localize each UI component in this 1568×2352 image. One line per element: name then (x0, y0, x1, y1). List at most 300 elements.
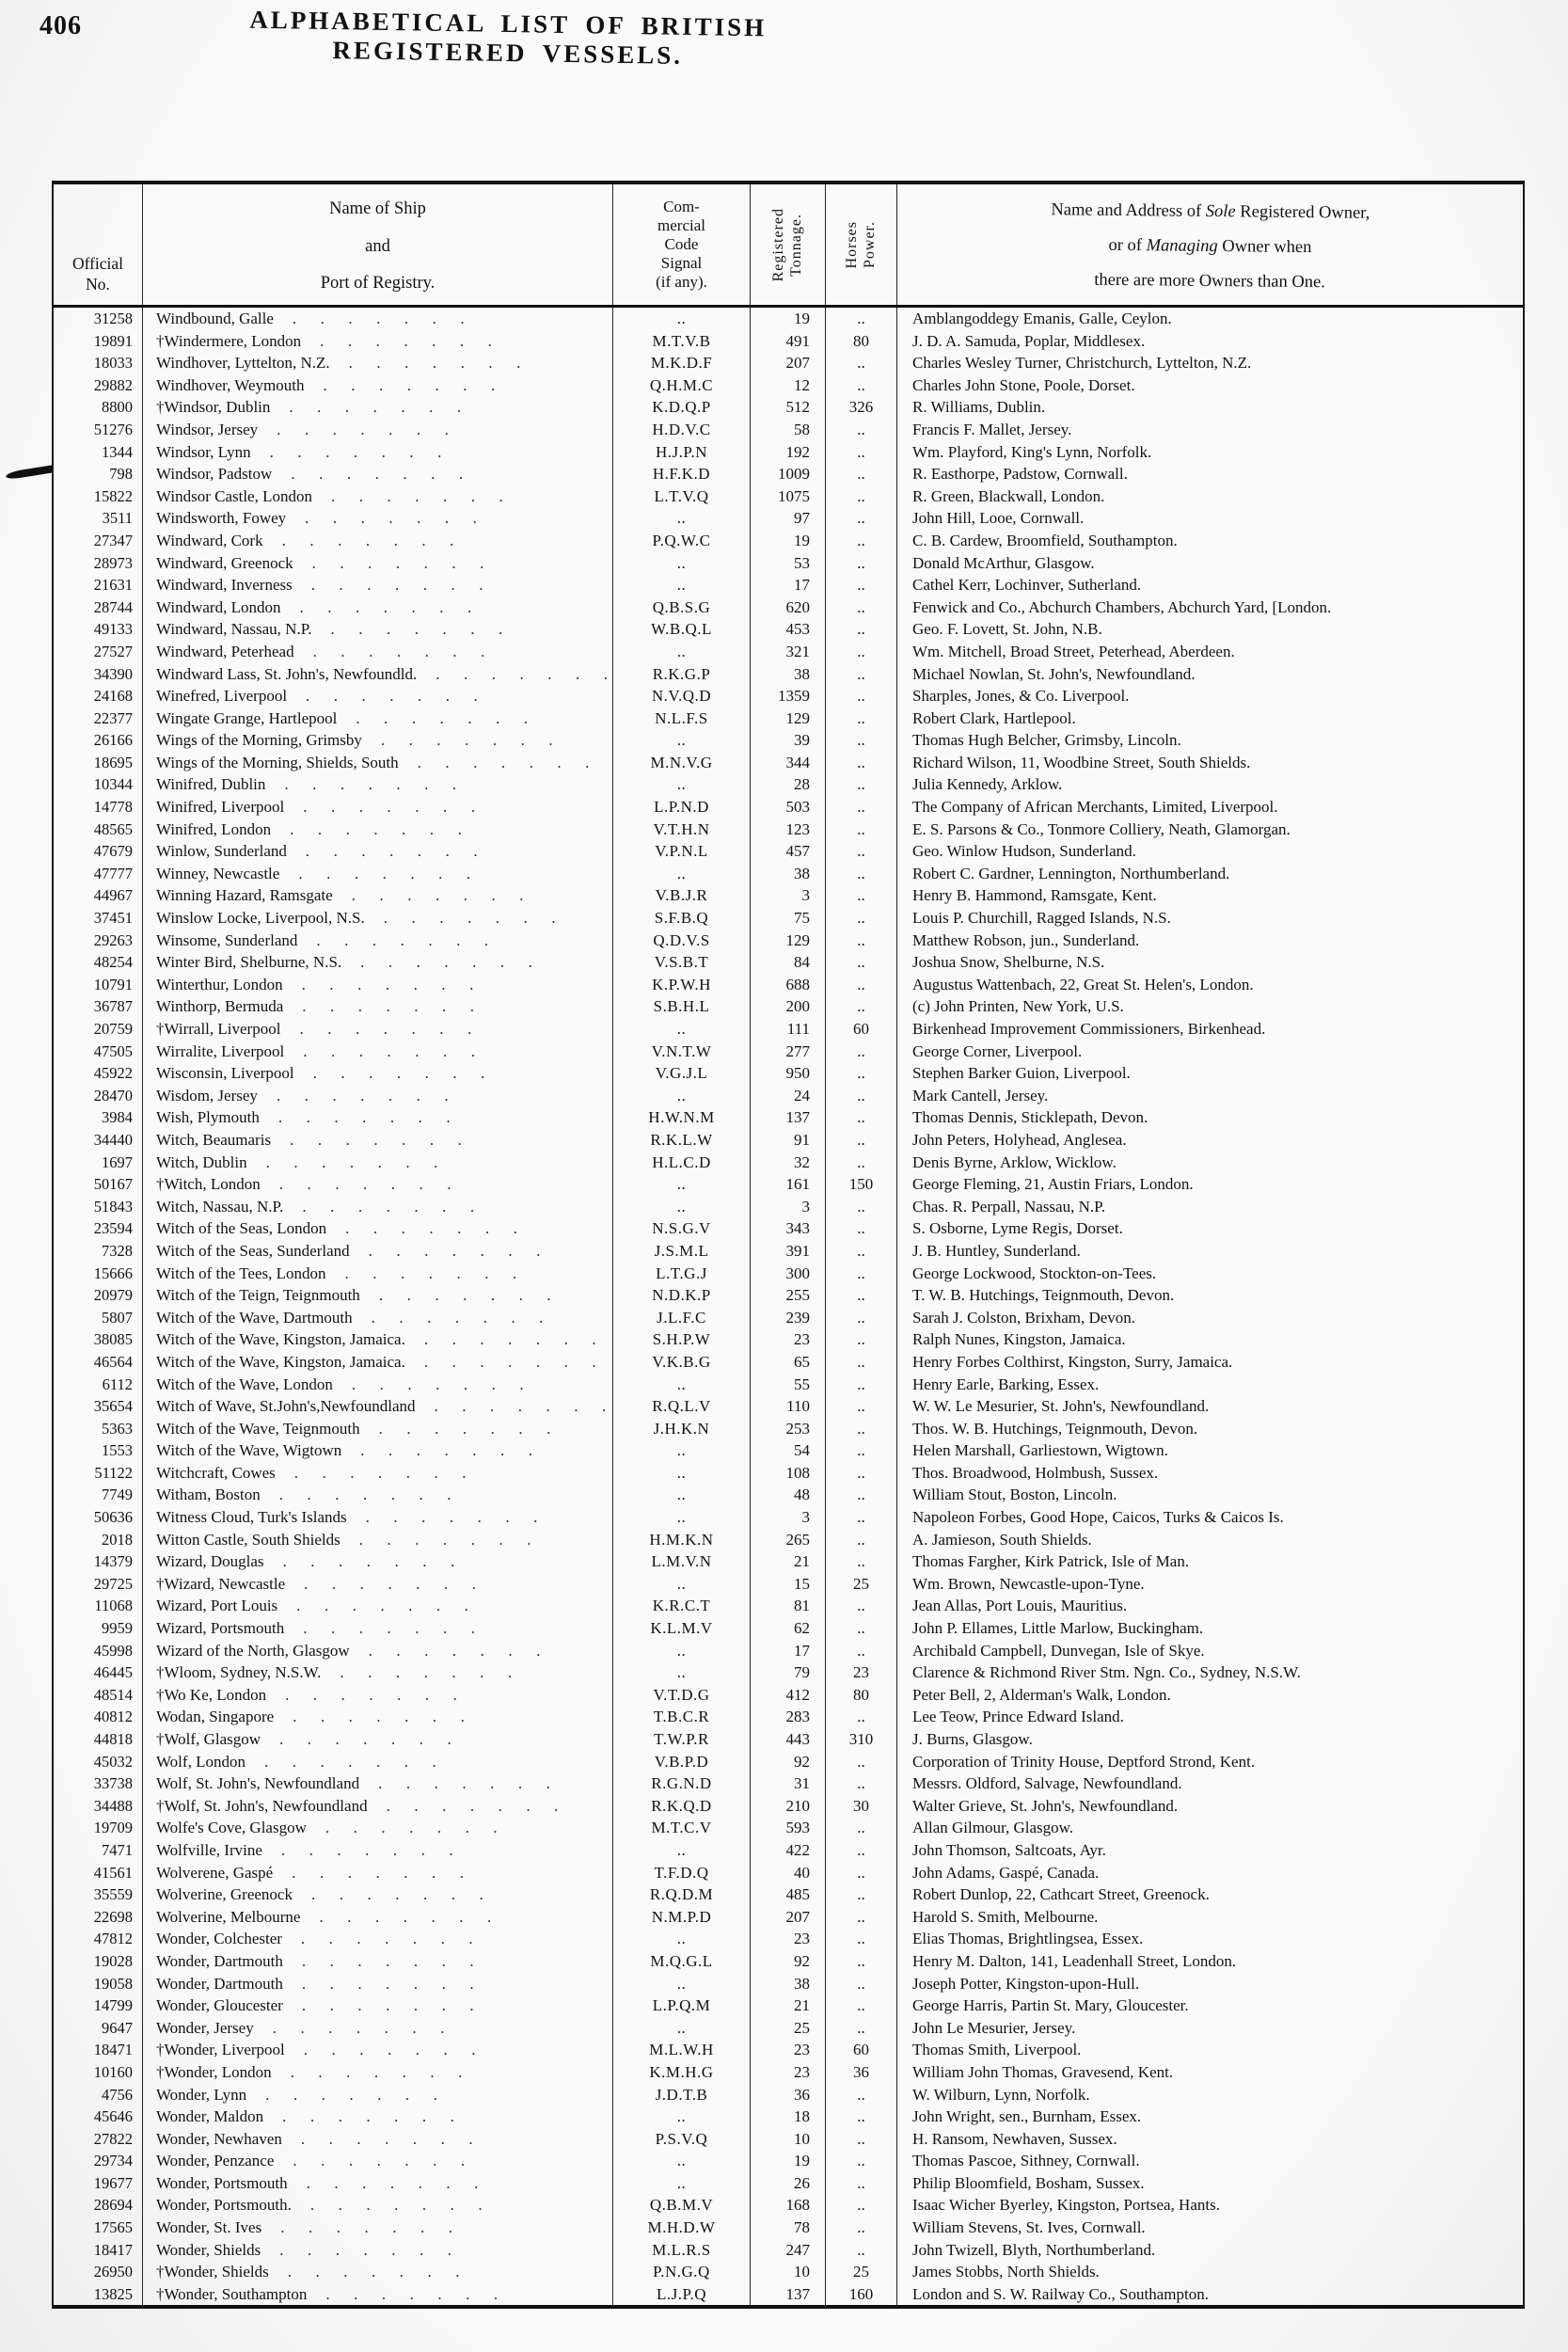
horse-power-cell: .. (826, 1395, 897, 1418)
dot-leader (260, 1106, 609, 1129)
dot-leader (405, 1328, 609, 1351)
ship-name-cell (143, 1018, 613, 1041)
table-row (54, 2150, 1523, 2172)
owner-cell: George Corner, Liverpool. (912, 1041, 1083, 1060)
ship-name-cell (143, 1284, 613, 1307)
tonnage-label-word1: Registered (770, 207, 786, 282)
table-row (54, 1062, 1523, 1085)
owner-cell: Robert Clark, Hartlepool. (912, 708, 1076, 727)
ship-name-cell (143, 574, 613, 596)
ship-name-text: Witch, Nassau, N.P. (156, 1197, 284, 1216)
ship-name-text: Wisconsin, Liverpool (156, 1064, 294, 1083)
horse-power-cell: .. (826, 1418, 897, 1440)
official-no-cell: 27527 (54, 641, 143, 663)
ship-name-text: Windsworth, Fowey (156, 509, 287, 528)
tonnage-cell: 23 (751, 1928, 826, 1950)
ship-name-cell (143, 1395, 613, 1418)
code-label-line4: Signal (660, 254, 703, 273)
official-no-cell: 50636 (54, 1506, 143, 1529)
ship-name-text: Witch of the Wave, Teignmouth (156, 1419, 360, 1438)
ship-name-text: Wingate Grange, Hartlepool (156, 708, 338, 727)
tonnage-cell: 75 (751, 907, 826, 930)
owner-label-line1-b: Registered Owner, (1235, 201, 1370, 223)
tonnage-cell: 391 (751, 1240, 826, 1263)
ship-name-text: Wonder, Portsmouth. (156, 2196, 292, 2215)
table-row (54, 1862, 1523, 1884)
dot-leader (269, 2261, 609, 2283)
dot-leader (283, 974, 609, 996)
dot-leader (247, 1152, 609, 1174)
ship-name-text: Windsor, Jersey (156, 420, 259, 438)
code-signal-cell: L.P.N.D (613, 796, 751, 818)
ship-name-cell (143, 441, 613, 464)
horse-power-cell: .. (826, 419, 897, 441)
ship-name-cell (143, 796, 613, 818)
owner-cell: Matthew Robson, jun., Sunderland. (912, 930, 1140, 949)
official-no-cell: 7471 (54, 1839, 143, 1862)
horse-power-cell: .. (826, 1529, 897, 1551)
tonnage-cell: 344 (751, 752, 826, 774)
table-row (54, 1240, 1523, 1263)
owner-cell: Thos. W. B. Hutchings, Teignmouth, Devon. (912, 1419, 1198, 1438)
owner-cell: Henry M. Dalton, 141, Leadenhall Street, London. (912, 1951, 1237, 1970)
ship-name-cell (143, 552, 613, 575)
dot-leader (285, 2039, 609, 2061)
owner-cell: Henry B. Hammond, Ramsgate, Kent. (912, 886, 1157, 905)
owner-cell: Fenwick and Co., Abchurch Chambers, Abchurch Yard, [London. (912, 597, 1332, 616)
tonnage-cell: 300 (751, 1263, 826, 1285)
table-row (54, 441, 1523, 464)
dot-leader (261, 1728, 609, 1751)
ship-name-cell (143, 1374, 613, 1396)
tonnage-cell: 265 (751, 1529, 826, 1551)
horse-power-cell: .. (826, 1085, 897, 1107)
dot-leader (288, 2172, 609, 2195)
tonnage-cell: 247 (751, 2239, 826, 2262)
ship-name-cell (143, 1795, 613, 1818)
code-signal-cell: K.P.W.H (613, 974, 751, 996)
code-signal-cell: M.T.C.V (613, 1817, 751, 1839)
owner-cell: Charles Wesley Turner, Christchurch, Lyttelton, N.Z. (912, 354, 1252, 373)
ship-name-cell (143, 1772, 613, 1795)
dot-leader (272, 463, 609, 485)
ship-name-cell (143, 1506, 613, 1529)
horse-power-cell: .. (826, 1439, 897, 1462)
official-no-cell: 3984 (54, 1106, 143, 1129)
ship-name-text: Windsor, Padstow (156, 465, 273, 484)
code-signal-cell: L.J.P.Q (613, 2283, 751, 2306)
tonnage-cell: 31 (751, 1772, 826, 1795)
horse-power-cell: .. (826, 2239, 897, 2262)
ship-name-text: †Wolf, Glasgow (156, 1730, 261, 1748)
official-no-cell: 26950 (54, 2261, 143, 2283)
owner-cell: Allan Gilmour, Glasgow. (912, 1819, 1074, 1837)
dot-leader (312, 618, 609, 641)
ship-name-text: Windward, London (156, 597, 281, 616)
ship-name-text: Wolfville, Irvine (156, 1840, 262, 1859)
ship-name-cell (143, 1728, 613, 1751)
ship-name-cell (143, 1994, 613, 2017)
ship-name-cell (143, 685, 613, 707)
tonnage-cell: 168 (751, 2194, 826, 2217)
dot-leader (261, 2217, 609, 2239)
horse-power-cell: .. (826, 1506, 897, 1529)
official-no-cell: 27822 (54, 2128, 143, 2151)
hp-label-word2: Power. (862, 221, 878, 268)
tonnage-cell: 207 (751, 1906, 826, 1929)
horse-power-cell: .. (826, 1928, 897, 1950)
dot-leader (276, 1462, 609, 1485)
tonnage-cell: 1359 (751, 685, 826, 707)
horse-power-cell: .. (826, 618, 897, 641)
horse-power-cell: .. (826, 1817, 897, 1839)
table-row (54, 2194, 1523, 2217)
official-no-cell: 1344 (54, 441, 143, 464)
table-row (54, 574, 1523, 596)
table-row (54, 1395, 1523, 1418)
owner-cell: Thomas Fargher, Kirk Patrick, Isle of Man. (912, 1552, 1190, 1571)
official-no-cell: 18471 (54, 2039, 143, 2061)
horse-power-cell: .. (826, 1284, 897, 1307)
horse-power-cell: .. (826, 1617, 897, 1640)
tonnage-cell: 65 (751, 1351, 826, 1374)
code-signal-cell: .. (613, 1018, 751, 1041)
tonnage-cell: 15 (751, 1573, 826, 1596)
horse-power-cell: .. (826, 1106, 897, 1129)
official-no-cell: 10160 (54, 2061, 143, 2084)
horse-power-cell: .. (826, 1062, 897, 1085)
horse-power-cell: .. (826, 2194, 897, 2217)
ship-name-cell (143, 1307, 613, 1329)
code-signal-cell: H.J.P.N (613, 441, 751, 464)
horse-power-cell: .. (826, 308, 897, 330)
dot-leader (263, 2106, 609, 2128)
tonnage-cell: 84 (751, 951, 826, 974)
horse-power-cell: .. (826, 840, 897, 863)
official-no-cell: 1697 (54, 1152, 143, 1174)
owner-cell: E. S. Parsons & Co., Tonmore Colliery, Neath, Glamorgan. (912, 819, 1291, 838)
code-signal-cell: .. (613, 641, 751, 663)
tonnage-cell: 10 (751, 2261, 826, 2283)
horse-power-cell: 326 (826, 396, 897, 419)
ship-name-cell (143, 596, 613, 619)
dot-leader (333, 1374, 609, 1396)
horse-power-cell: 23 (826, 1661, 897, 1684)
tonnage-cell: 19 (751, 308, 826, 330)
tonnage-cell: 512 (751, 396, 826, 419)
ship-name-text: Winter Bird, Shelburne, N.S. (156, 953, 342, 972)
ship-name-cell (143, 1196, 613, 1218)
dot-leader (283, 1973, 609, 1995)
owner-cell: Geo. F. Lovett, St. John, N.B. (912, 620, 1102, 639)
table-row (54, 907, 1523, 930)
ship-name-text: Witham, Boston (156, 1486, 261, 1504)
ship-name-text: Windward, Cork (156, 531, 263, 549)
table-row (54, 1661, 1523, 1684)
ship-name-cell (143, 1263, 613, 1285)
code-signal-cell: P.S.V.Q (613, 2128, 751, 2151)
horse-power-cell: 160 (826, 2283, 897, 2306)
official-no-cell: 22377 (54, 707, 143, 730)
ship-name-cell (143, 1217, 613, 1240)
table-row (54, 1152, 1523, 1174)
horse-power-cell: .. (826, 2017, 897, 2040)
ship-name-text: Windward, Inverness (156, 576, 293, 595)
owner-cell: Chas. R. Perpall, Nassau, N.P. (912, 1197, 1105, 1216)
horse-power-cell: .. (826, 1550, 897, 1573)
tonnage-cell: 28 (751, 773, 826, 796)
dot-leader (293, 1883, 609, 1906)
code-signal-cell: L.T.V.Q (613, 485, 751, 508)
table-row (54, 1973, 1523, 1995)
horse-power-cell: .. (826, 463, 897, 485)
dot-leader (271, 1129, 609, 1152)
ship-name-cell (143, 1418, 613, 1440)
ship-name-text: Wodan, Singapore (156, 1708, 275, 1726)
ship-name-cell (143, 2084, 613, 2106)
ship-name-text: Witch of Wave, St.John's,Newfoundland (156, 1397, 416, 1416)
table-row (54, 1839, 1523, 1862)
owner-cell: Messrs. Oldford, Salvage, Newfoundland. (912, 1774, 1182, 1793)
ship-name-text: Wonder, Newhaven (156, 2129, 282, 2148)
official-no-cell: 45922 (54, 1062, 143, 1085)
tonnage-cell: 92 (751, 1751, 826, 1773)
ship-name-text: Windsor, Lynn (156, 442, 251, 461)
dot-leader (284, 1617, 609, 1640)
table-row (54, 396, 1523, 419)
code-signal-cell: T.B.C.R (613, 1706, 751, 1728)
ship-name-text: †Wonder, London (156, 2062, 272, 2081)
code-signal-cell: Q.H.M.C (613, 374, 751, 397)
owner-cell: Charles John Stone, Poole, Dorset. (912, 375, 1135, 394)
owner-cell: Henry Earle, Barking, Essex. (912, 1375, 1100, 1393)
table-row (54, 1374, 1523, 1396)
official-no-cell: 37451 (54, 907, 143, 930)
horse-power-cell: .. (826, 1263, 897, 1285)
owner-cell: Stephen Barker Guion, Liverpool. (912, 1064, 1131, 1083)
official-no-cell: 8800 (54, 396, 143, 419)
code-signal-cell: .. (613, 1462, 751, 1485)
owner-cell: John P. Ellames, Little Marlow, Buckingham. (912, 1619, 1204, 1638)
owner-cell: George Fleming, 21, Austin Friars, London. (912, 1175, 1194, 1194)
horse-power-cell: .. (826, 951, 897, 974)
table-row (54, 663, 1523, 686)
ship-name-text: Witchcraft, Cowes (156, 1463, 276, 1482)
code-signal-cell: .. (613, 2106, 751, 2128)
table-row (54, 995, 1523, 1018)
col-header-owner (896, 182, 1523, 309)
code-signal-cell: J.D.T.B (613, 2084, 751, 2106)
table-row (54, 2128, 1523, 2151)
tonnage-cell: 491 (751, 330, 826, 353)
ship-name-cell (143, 530, 613, 552)
ship-name-cell (143, 308, 613, 330)
dot-leader (359, 1772, 609, 1795)
horse-power-cell: .. (826, 729, 897, 752)
hp-label-word1: Horses (844, 220, 860, 269)
tonnage-cell: 161 (751, 1173, 826, 1196)
page-title: ALPHABETICAL LIST OF BRITISH REGISTERED VESSELS. (249, 5, 768, 70)
official-no-cell: 9959 (54, 1617, 143, 1640)
dot-leader (368, 1795, 609, 1818)
dot-leader (251, 441, 609, 464)
ship-name-text: Winslow Locke, Liverpool, N.S. (156, 909, 365, 928)
official-no-cell: 10791 (54, 974, 143, 996)
table-row (54, 951, 1523, 974)
dot-leader (284, 796, 609, 818)
code-signal-cell: .. (613, 729, 751, 752)
code-signal-cell: H.F.K.D (613, 463, 751, 485)
official-no-cell: 9647 (54, 2017, 143, 2040)
horse-power-cell: 25 (826, 2261, 897, 2283)
ship-name-text: Winefred, Liverpool (156, 687, 288, 706)
official-no-cell: 48254 (54, 951, 143, 974)
ship-name-text: Wolverine, Greenock (156, 1885, 293, 1904)
official-no-cell: 40812 (54, 1706, 143, 1728)
code-signal-cell: .. (613, 1085, 751, 1107)
owner-cell: Thos. Broadwood, Holmbush, Sussex. (912, 1463, 1159, 1482)
ship-name-cell (143, 1617, 613, 1640)
code-signal-cell: N.D.K.P (613, 1284, 751, 1307)
ship-name-cell (143, 463, 613, 485)
table-row (54, 1817, 1523, 1839)
official-no-cell: 34488 (54, 1795, 143, 1818)
ship-name-cell (143, 1751, 613, 1773)
tonnage-cell: 23 (751, 2061, 826, 2084)
ship-name-text: Winifred, Dublin (156, 775, 266, 794)
dot-leader (264, 1550, 609, 1573)
dot-leader (274, 2150, 609, 2172)
owner-label-line2 (1108, 228, 1311, 264)
ship-name-text: Witch of the Teign, Teignmouth (156, 1286, 360, 1305)
official-no-cell: 29882 (54, 374, 143, 397)
dot-leader (350, 1240, 609, 1263)
table-row (54, 1573, 1523, 1596)
tonnage-cell: 19 (751, 530, 826, 552)
owner-cell: Wm. Brown, Newcastle-upon-Tyne. (912, 1574, 1145, 1593)
dot-leader (272, 2061, 609, 2084)
tonnage-cell: 443 (751, 1728, 826, 1751)
official-no-cell: 35559 (54, 1883, 143, 1906)
ship-name-cell (143, 974, 613, 996)
code-signal-cell: .. (613, 1661, 751, 1684)
dot-leader (321, 1661, 609, 1684)
tonnage-cell: 688 (751, 974, 826, 996)
tonnage-cell: 412 (751, 1684, 826, 1707)
tonnage-cell: 23 (751, 2039, 826, 2061)
code-signal-cell: .. (613, 1839, 751, 1862)
tonnage-cell: 200 (751, 995, 826, 1018)
horse-power-cell: .. (826, 1994, 897, 2017)
dot-leader (294, 1062, 609, 1085)
table-row (54, 1994, 1523, 2017)
horse-power-cell: .. (826, 507, 897, 530)
dot-leader (326, 1217, 609, 1240)
dot-leader (283, 1994, 609, 2017)
table-row (54, 1106, 1523, 1129)
ship-name-cell (143, 1706, 613, 1728)
tonnage-cell: 97 (751, 507, 826, 530)
dot-leader (277, 1595, 609, 1617)
ship-name-text: Windsor Castle, London (156, 486, 312, 505)
tonnage-cell: 253 (751, 1418, 826, 1440)
ship-name-text: Witch of the Wave, Kingston, Jamaica. (156, 1352, 405, 1371)
table-row (54, 818, 1523, 841)
ship-name-cell (143, 1328, 613, 1351)
code-signal-cell: M.L.W.H (613, 2039, 751, 2061)
official-no-cell: 45646 (54, 2106, 143, 2128)
tonnage-cell: 12 (751, 374, 826, 397)
official-no-cell: 51276 (54, 419, 143, 441)
owner-cell: Geo. Winlow Hudson, Sunderland. (912, 842, 1136, 861)
ship-name-cell (143, 618, 613, 641)
code-signal-cell: J.H.K.N (613, 1418, 751, 1440)
official-no-cell: 19058 (54, 1973, 143, 1995)
code-signal-cell: R.K.Q.D (613, 1795, 751, 1818)
ship-name-cell (143, 396, 613, 419)
official-no-cell: 29263 (54, 930, 143, 952)
table-row (54, 1462, 1523, 1485)
owner-cell: John Thomson, Saltcoats, Ayr. (912, 1840, 1106, 1859)
official-no-cell: 19677 (54, 2172, 143, 2195)
horse-power-cell: 60 (826, 1018, 897, 1041)
table-row (54, 1307, 1523, 1329)
ship-name-cell (143, 1883, 613, 1906)
tonnage-cell: 422 (751, 1839, 826, 1862)
horse-power-cell: 25 (826, 1573, 897, 1596)
table-row (54, 707, 1523, 730)
col-header-code-signal (613, 184, 751, 305)
owner-cell: Michael Nowlan, St. John's, Newfoundland. (912, 664, 1196, 683)
tonnage-cell: 40 (751, 1862, 826, 1884)
table-row (54, 330, 1523, 353)
ship-name-cell (143, 773, 613, 796)
owner-cell: Archibald Campbell, Dunvegan, Isle of Skye. (912, 1641, 1205, 1660)
code-signal-cell: V.B.J.R (613, 884, 751, 907)
tonnage-cell: 950 (751, 1062, 826, 1085)
ship-name-cell (143, 1351, 613, 1374)
code-signal-cell: N.M.P.D (613, 1906, 751, 1929)
tonnage-cell: 255 (751, 1284, 826, 1307)
horse-power-cell: .. (826, 1462, 897, 1485)
ship-name-cell (143, 995, 613, 1018)
code-signal-cell: M.Q.G.L (613, 1950, 751, 1973)
owner-cell: William Stout, Boston, Lincoln. (912, 1486, 1117, 1504)
code-signal-cell: .. (613, 308, 751, 330)
ship-name-text: Witch of the Wave, Dartmouth (156, 1308, 353, 1327)
ship-name-cell (143, 818, 613, 841)
tonnage-cell: 32 (751, 1152, 826, 1174)
dot-leader (254, 2017, 609, 2040)
horse-power-cell: .. (826, 1751, 897, 1773)
tonnage-cell: 19 (751, 2150, 826, 2172)
dot-leader (350, 1640, 609, 1662)
table-row (54, 1617, 1523, 1640)
horse-power-cell: 310 (826, 1728, 897, 1751)
owner-cell: William Stevens, St. Ives, Cornwall. (912, 2218, 1146, 2237)
table-row (54, 1595, 1523, 1617)
ship-name-text: Winning Hazard, Ramsgate (156, 886, 333, 905)
official-no-cell: 20759 (54, 1018, 143, 1041)
ship-name-text: Windhover, Weymouth (156, 375, 305, 394)
ship-name-text: Windward, Nassau, N.P. (156, 620, 312, 639)
official-no-cell: 44818 (54, 1728, 143, 1751)
ship-name-text: Windbound, Galle (156, 310, 274, 327)
owner-cell: J. D. A. Samuda, Poplar, Middlesex. (912, 331, 1146, 350)
dot-leader (287, 840, 609, 863)
ship-name-text: Wolverine, Melbourne (156, 1907, 301, 1926)
ship-name-text: †Wonder, Liverpool (156, 2041, 285, 2059)
